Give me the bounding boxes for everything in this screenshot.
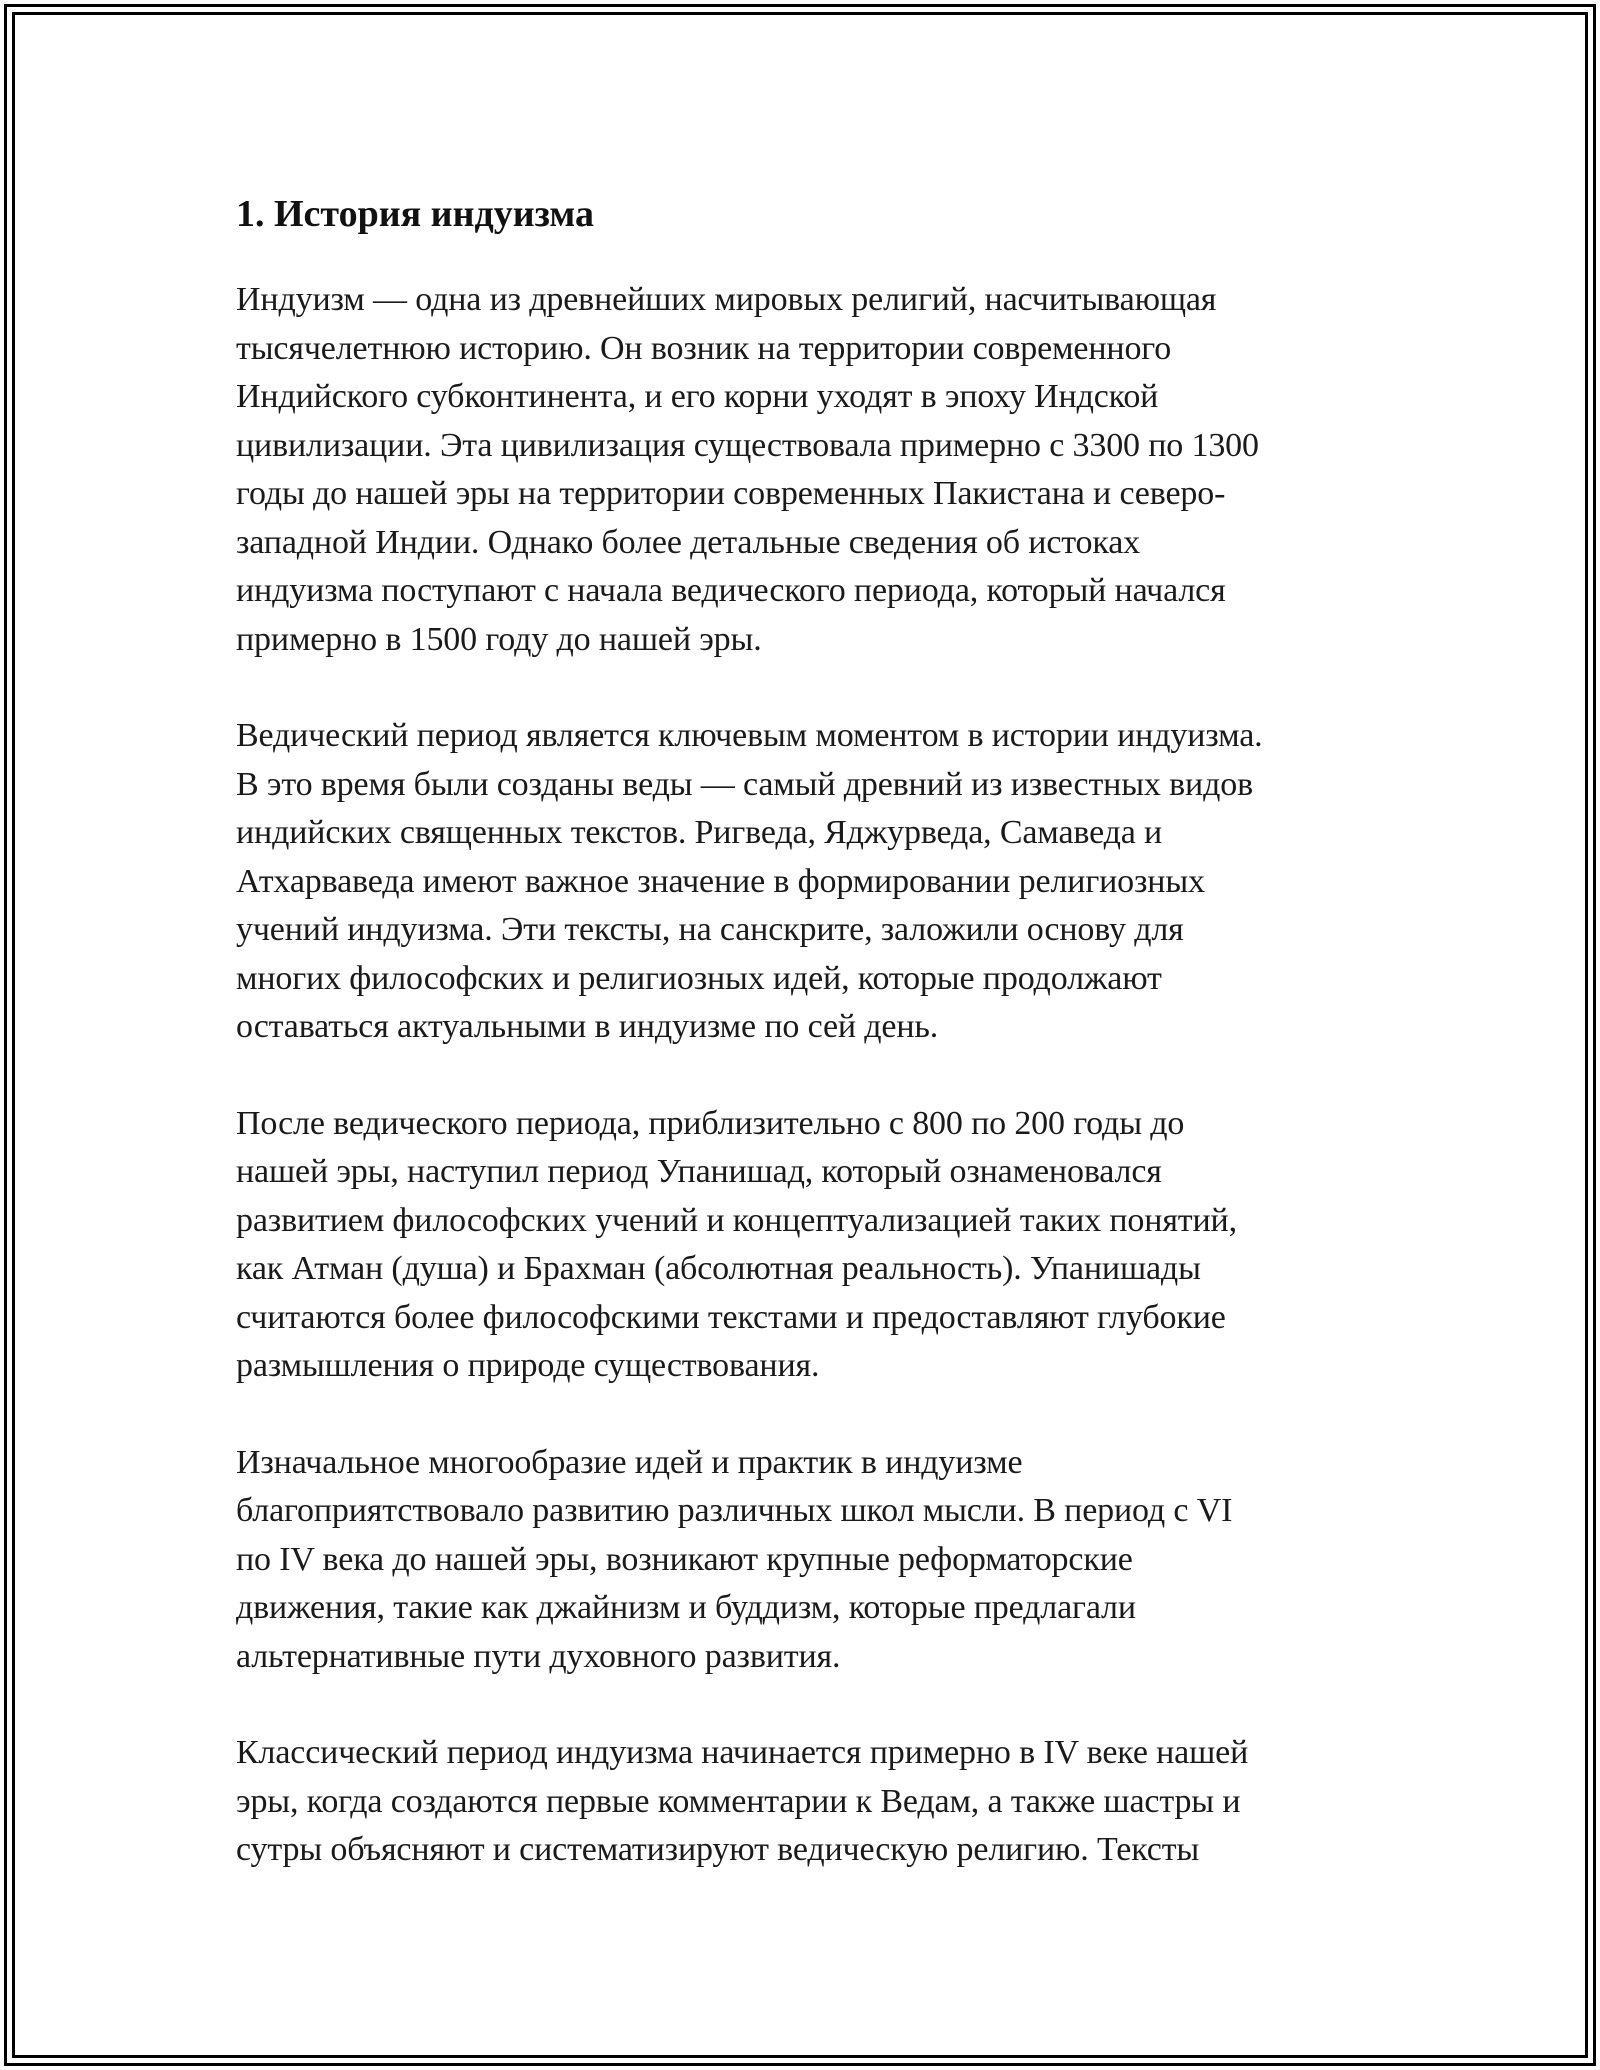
paragraph-line: эры, когда создаются первые комментарии к Ведам, а также шастры и (236, 1782, 1241, 1820)
paragraph-line: годы до нашей эры на территории современных Пакистана и северо- (236, 475, 1226, 512)
paragraph-classical-period (236, 1729, 1386, 1875)
paragraph-line: альтернативные пути духовного развития. (236, 1637, 841, 1675)
paragraph-line: индийских священных текстов. Ригведа, Яджурведа, Самаведа и (236, 814, 1163, 851)
paragraph-line: размышления о природе существования. (236, 1347, 820, 1384)
paragraph-line: Индуизм — одна из древнейших мировых религий, насчитывающая (236, 281, 1217, 318)
paragraph-line: считаются более философскими текстами и предоставляют глубокие (236, 1298, 1226, 1336)
paragraph-line: индуизма поступают с начала ведического периода, который начался (236, 572, 1226, 609)
paragraph-line: западной Индии. Однако более детальные сведения об истоках (236, 523, 1141, 561)
paragraph-line: оставаться актуальными в индуизме по сей день. (236, 1008, 939, 1045)
paragraph-schools-of-thought (236, 1439, 1386, 1682)
paragraph-line: сутры объясняют и систематизируют ведическую религию. Тексты (236, 1831, 1200, 1868)
paragraph-line: благоприятствовало развитию различных школ мысли. В период с VI (236, 1492, 1233, 1529)
paragraph-line: по IV века до нашей эры, возникают крупные реформаторские (236, 1540, 1133, 1578)
paragraph-line: примерно в 1500 году до нашей эры. (236, 620, 762, 658)
paragraph-line: Классический период индуизма начинается примерно в IV веке нашей (236, 1734, 1249, 1771)
paragraph-line: развитием философских учений и концептуализацией таких понятий, (236, 1201, 1237, 1239)
paragraph-line: Атхарваведа имеют важное значение в формировании религиозных (236, 862, 1205, 900)
paragraph-vedic-period (236, 712, 1386, 1052)
paragraph-line: цивилизации. Эта цивилизация существовала примерно с 3300 по 1300 (236, 426, 1259, 464)
paragraph-line: многих философских и религиозных идей, которые продолжают (236, 959, 1162, 997)
paragraph-line: тысячелетнюю историю. Он возник на территории современного (236, 329, 1172, 367)
paragraph-line: Изначальное многообразие идей и практик в индуизме (236, 1443, 1023, 1481)
paragraph-line: как Атман (душа) и Брахман (абсолютная реальность). Упанишады (236, 1250, 1201, 1287)
paragraph-line: Индийского субконтинента, и его корни уходят в эпоху Индской (236, 378, 1159, 415)
paragraph-upanishads (236, 1100, 1386, 1391)
paragraph-line: В это время были созданы веды — самый древний из известных видов (236, 765, 1253, 803)
paragraph-line: Ведический период является ключевым моментом в истории индуизма. (236, 717, 1263, 754)
paragraph-origins (236, 276, 1386, 664)
paragraph-line: нашей эры, наступил период Упанишад, который ознаменовался (236, 1153, 1162, 1190)
document-body (236, 184, 1386, 1923)
paragraph-line: После ведического периода, приблизительно с 800 по 200 годы до (236, 1104, 1185, 1142)
paragraph-line: движения, такие как джайнизм и буддизм, которые предлагали (236, 1589, 1136, 1626)
paragraph-line: учений индуизма. Эти тексты, на санскрите, заложили основу для (236, 911, 1184, 948)
section-heading: 1. История индуизма (236, 193, 594, 235)
